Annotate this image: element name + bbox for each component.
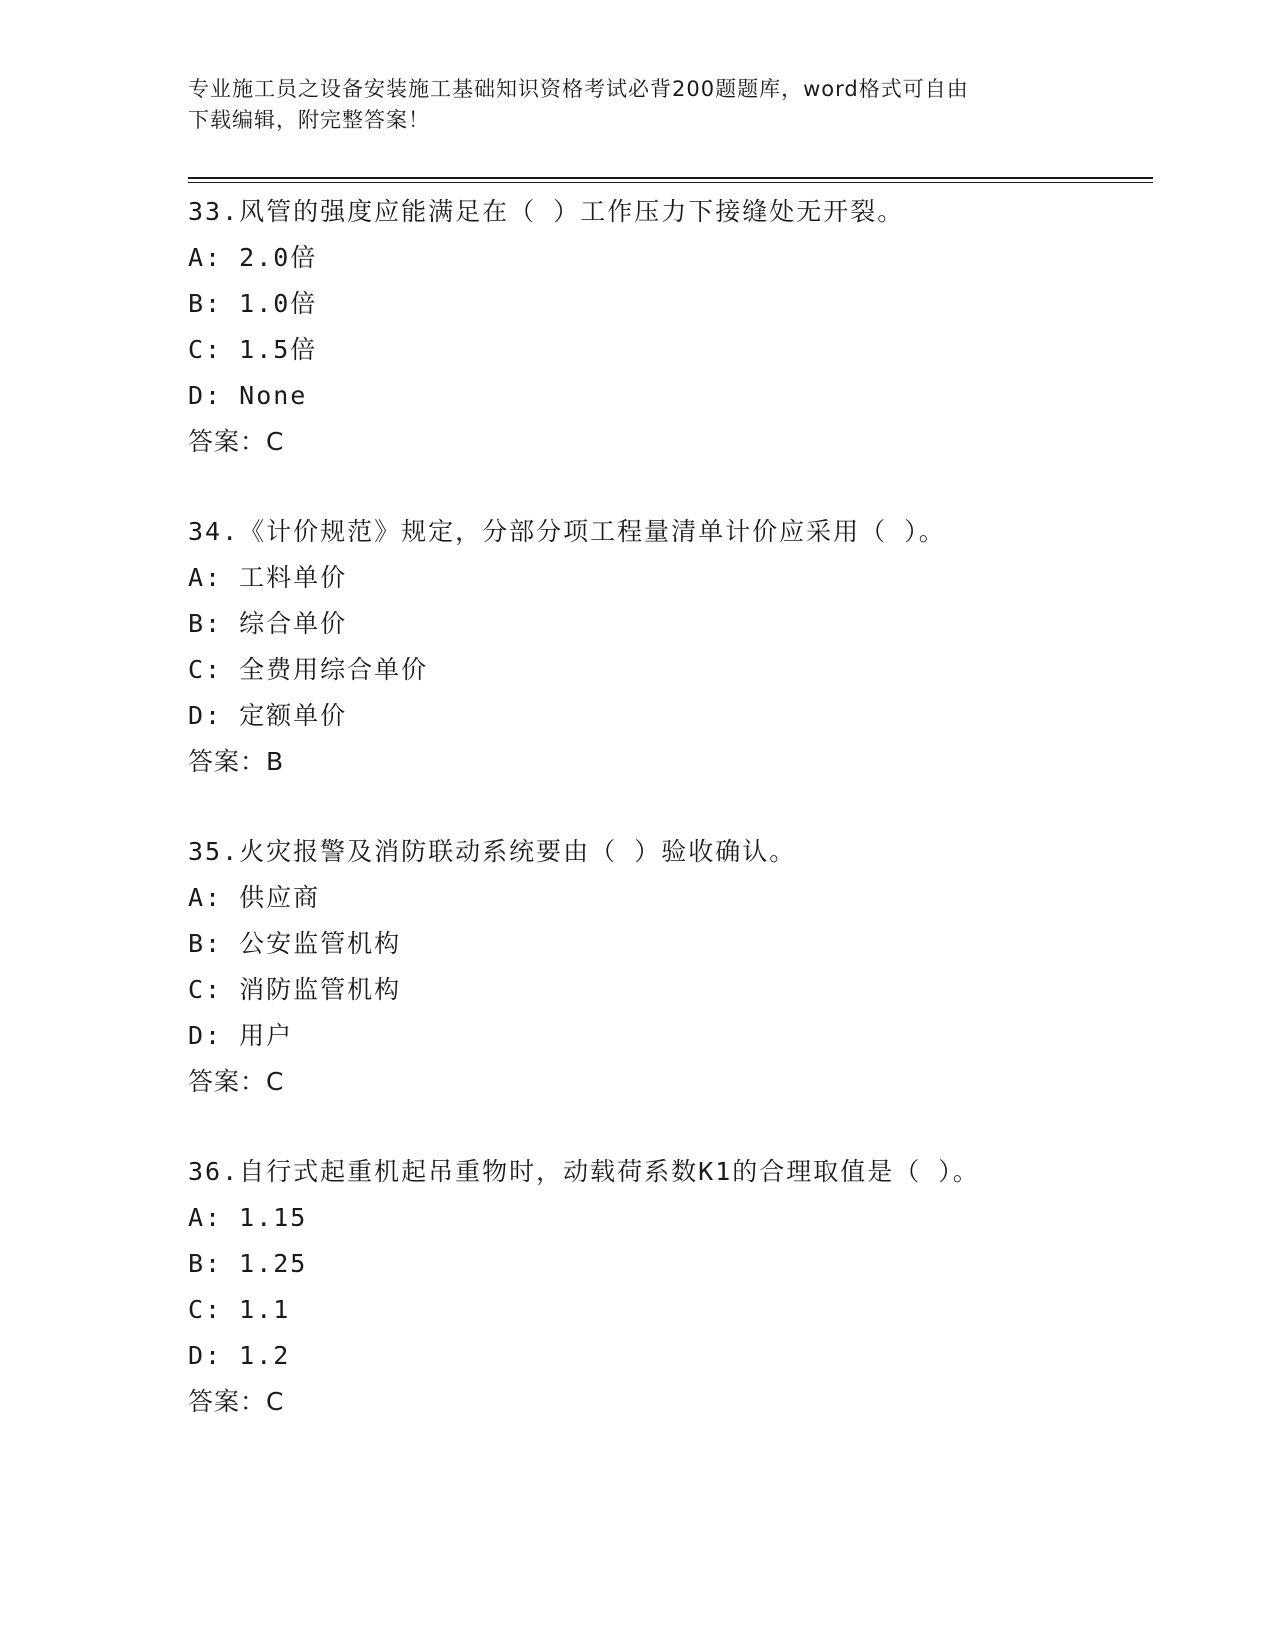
answer: 答案：C xyxy=(188,1067,285,1096)
answer: 答案：C xyxy=(188,1387,285,1416)
header-divider-thin xyxy=(188,182,1153,183)
question-36 xyxy=(188,1149,1153,1425)
option-c: C: 全费用综合单价 xyxy=(188,655,429,684)
question-34 xyxy=(188,509,1153,785)
option-c: C: 消防监管机构 xyxy=(188,975,402,1004)
question-35 xyxy=(188,829,1153,1105)
option-b: B: 1.0倍 xyxy=(188,289,318,318)
option-b: B: 公安监管机构 xyxy=(188,929,402,958)
question-stem: 33.风管的强度应能满足在（ ）工作压力下接缝处无开裂。 xyxy=(188,197,905,226)
option-a: A: 1.15 xyxy=(188,1203,308,1232)
option-a: A: 供应商 xyxy=(188,883,321,912)
header-divider-thick xyxy=(188,177,1153,179)
answer: 答案：C xyxy=(188,427,285,456)
option-d: D: 定额单价 xyxy=(188,701,348,730)
answer: 答案：B xyxy=(188,747,285,776)
question-stem: 35.火灾报警及消防联动系统要由（ ）验收确认。 xyxy=(188,837,797,866)
question-stem: 36.自行式起重机起吊重物时，动载荷系数K1的合理取值是（ ）。 xyxy=(188,1157,980,1186)
option-d: D: 1.2 xyxy=(188,1341,291,1370)
document-header xyxy=(188,74,1088,136)
option-c: C: 1.1 xyxy=(188,1295,291,1324)
header-line-1: 专业施工员之设备安装施工基础知识资格考试必背200题题库，word格式可自由 xyxy=(188,77,969,101)
option-d: D: 用户 xyxy=(188,1021,294,1050)
option-c: C: 1.5倍 xyxy=(188,335,318,364)
option-b: B: 1.25 xyxy=(188,1249,308,1278)
question-list xyxy=(188,189,1153,1469)
question-stem: 34.《计价规范》规定，分部分项工程量清单计价应采用（ ）。 xyxy=(188,517,946,546)
option-a: A: 工料单价 xyxy=(188,563,348,592)
header-line-2: 下载编辑，附完整答案！ xyxy=(188,108,430,132)
option-d: D: None xyxy=(188,381,308,410)
option-b: B: 综合单价 xyxy=(188,609,348,638)
question-33 xyxy=(188,189,1153,465)
option-a: A: 2.0倍 xyxy=(188,243,318,272)
